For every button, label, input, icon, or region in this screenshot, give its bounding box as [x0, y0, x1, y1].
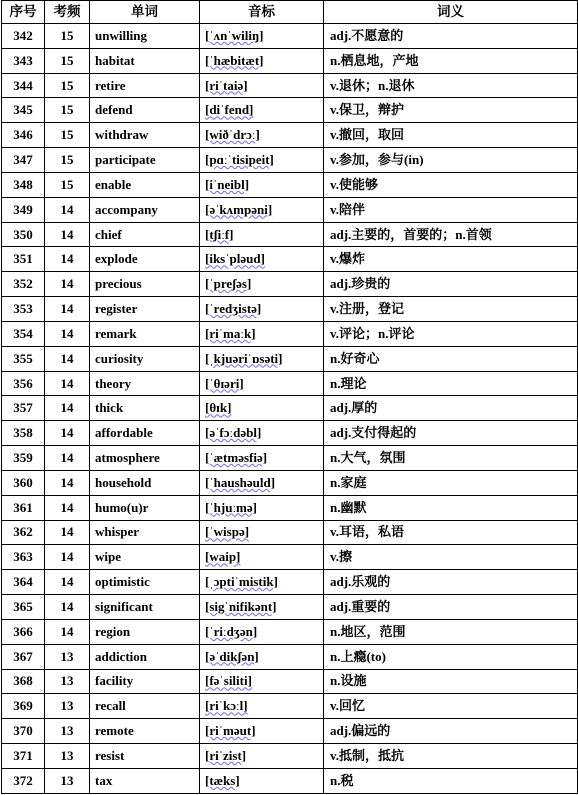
cell-meaning: v.参加，参与(in) [324, 148, 578, 173]
cell-meaning: n.好奇心 [324, 346, 578, 371]
cell-word: chief [90, 222, 200, 247]
cell-frequency: 15 [45, 98, 90, 123]
phonetic-text: [ˌɔptiˈmistik] [205, 574, 278, 590]
cell-phonetic [200, 272, 324, 297]
table-row [2, 148, 578, 173]
cell-frequency: 14 [45, 247, 90, 272]
cell-frequency: 13 [45, 669, 90, 694]
cell-number: 361 [2, 495, 45, 520]
cell-phonetic [200, 321, 324, 346]
cell-word: participate [90, 148, 200, 173]
cell-phonetic [200, 421, 324, 446]
cell-word: habitat [90, 48, 200, 73]
cell-meaning: v.擦 [324, 545, 578, 570]
phonetic-text: [ˈʌnˈwiliŋ] [205, 27, 264, 43]
cell-frequency: 14 [45, 570, 90, 595]
cell-frequency: 14 [45, 272, 90, 297]
cell-meaning: adj.珍贵的 [324, 272, 578, 297]
cell-meaning: adj.不愿意的 [324, 24, 578, 49]
cell-phonetic [200, 669, 324, 694]
cell-number: 370 [2, 719, 45, 744]
cell-frequency: 14 [45, 495, 90, 520]
cell-word: region [90, 619, 200, 644]
cell-number: 358 [2, 421, 45, 446]
cell-phonetic [200, 197, 324, 222]
cell-frequency: 14 [45, 446, 90, 471]
cell-meaning: adj.厚的 [324, 396, 578, 421]
table-row [2, 495, 578, 520]
table-row [2, 123, 578, 148]
cell-frequency: 14 [45, 545, 90, 570]
cell-word: atmosphere [90, 446, 200, 471]
cell-frequency: 15 [45, 48, 90, 73]
cell-word: addiction [90, 644, 200, 669]
cell-number: 368 [2, 669, 45, 694]
cell-number: 354 [2, 321, 45, 346]
cell-frequency: 15 [45, 73, 90, 98]
phonetic-text: [sigˈnifikənt] [205, 598, 277, 614]
cell-word: resist [90, 744, 200, 769]
cell-word: accompany [90, 197, 200, 222]
phonetic-text: [riˈzist] [205, 747, 247, 763]
cell-meaning: v.抵制，抵抗 [324, 744, 578, 769]
header-meaning: 词义 [324, 1, 578, 24]
cell-phonetic [200, 595, 324, 620]
cell-frequency: 14 [45, 197, 90, 222]
cell-meaning: v.评论；n.评论 [324, 321, 578, 346]
table-row [2, 197, 578, 222]
phonetic-text: [ˈriːdʒən] [205, 623, 258, 639]
cell-meaning: v.退休；n.退休 [324, 73, 578, 98]
header-number: 序号 [2, 1, 45, 24]
cell-word: precious [90, 272, 200, 297]
cell-meaning: n.幽默 [324, 495, 578, 520]
phonetic-text: [riˈtaiə] [205, 77, 248, 93]
cell-meaning: n.理论 [324, 371, 578, 396]
cell-number: 371 [2, 744, 45, 769]
phonetic-text: [tæks] [205, 772, 240, 788]
cell-meaning: v.耳语，私语 [324, 520, 578, 545]
cell-meaning: n.家庭 [324, 470, 578, 495]
table-row [2, 297, 578, 322]
table-row [2, 768, 578, 793]
cell-frequency: 13 [45, 719, 90, 744]
table-row [2, 371, 578, 396]
phonetic-text: [wiðˈdrɔː] [205, 127, 260, 143]
cell-meaning: v.注册，登记 [324, 297, 578, 322]
cell-number: 350 [2, 222, 45, 247]
vocabulary-table [1, 0, 578, 794]
table-row [2, 470, 578, 495]
cell-number: 344 [2, 73, 45, 98]
cell-number: 343 [2, 48, 45, 73]
phonetic-text: [ˈhaushəuld] [205, 474, 276, 490]
cell-meaning: adj.重要的 [324, 595, 578, 620]
cell-frequency: 14 [45, 222, 90, 247]
table-row [2, 73, 578, 98]
cell-word: significant [90, 595, 200, 620]
cell-number: 360 [2, 470, 45, 495]
cell-meaning: v.保卫，辩护 [324, 98, 578, 123]
cell-word: optimistic [90, 570, 200, 595]
cell-phonetic [200, 446, 324, 471]
table-row [2, 570, 578, 595]
cell-frequency: 14 [45, 470, 90, 495]
cell-phonetic [200, 619, 324, 644]
cell-frequency: 15 [45, 172, 90, 197]
cell-phonetic [200, 346, 324, 371]
cell-frequency: 14 [45, 619, 90, 644]
cell-word: thick [90, 396, 200, 421]
table-row [2, 172, 578, 197]
cell-word: tax [90, 768, 200, 793]
cell-number: 356 [2, 371, 45, 396]
cell-number: 342 [2, 24, 45, 49]
cell-word: curiosity [90, 346, 200, 371]
cell-meaning: v.使能够 [324, 172, 578, 197]
cell-word: unwilling [90, 24, 200, 49]
cell-word: explode [90, 247, 200, 272]
table-body [2, 24, 578, 794]
cell-meaning: n.地区，范围 [324, 619, 578, 644]
cell-phonetic [200, 545, 324, 570]
table-row [2, 222, 578, 247]
header-phonetic: 音标 [200, 1, 324, 24]
cell-number: 355 [2, 346, 45, 371]
phonetic-text: [ˌkjuəriˈɒsəti] [205, 350, 283, 366]
table-row [2, 520, 578, 545]
cell-meaning: adj.乐观的 [324, 570, 578, 595]
cell-number: 345 [2, 98, 45, 123]
cell-phonetic [200, 371, 324, 396]
table-row [2, 644, 578, 669]
cell-phonetic [200, 297, 324, 322]
table-row [2, 272, 578, 297]
cell-phonetic [200, 768, 324, 793]
phonetic-text: [diˈfend] [205, 102, 254, 118]
cell-word: household [90, 470, 200, 495]
cell-frequency: 14 [45, 520, 90, 545]
phonetic-text: [iksˈpləud] [205, 251, 265, 267]
cell-word: affordable [90, 421, 200, 446]
cell-number: 362 [2, 520, 45, 545]
cell-phonetic [200, 520, 324, 545]
cell-phonetic [200, 644, 324, 669]
phonetic-text: [ˈθɪəri] [205, 375, 244, 391]
cell-number: 346 [2, 123, 45, 148]
cell-word: theory [90, 371, 200, 396]
cell-frequency: 14 [45, 396, 90, 421]
table-row [2, 619, 578, 644]
cell-phonetic [200, 222, 324, 247]
table-row [2, 346, 578, 371]
cell-phonetic [200, 396, 324, 421]
cell-number: 365 [2, 595, 45, 620]
phonetic-text: [ˈredʒistə] [205, 301, 262, 317]
cell-word: remote [90, 719, 200, 744]
table-row [2, 545, 578, 570]
cell-phonetic [200, 73, 324, 98]
table-row [2, 247, 578, 272]
cell-phonetic [200, 470, 324, 495]
phonetic-text: [tʃiːf] [205, 226, 234, 242]
cell-phonetic [200, 744, 324, 769]
cell-frequency: 14 [45, 346, 90, 371]
cell-number: 367 [2, 644, 45, 669]
cell-phonetic [200, 123, 324, 148]
phonetic-text: [iˈneibl] [205, 176, 250, 192]
table-row [2, 669, 578, 694]
cell-frequency: 14 [45, 595, 90, 620]
cell-word: register [90, 297, 200, 322]
cell-meaning: adj.支付得起的 [324, 421, 578, 446]
cell-phonetic [200, 247, 324, 272]
phonetic-text: [ˈpreʃəs] [205, 276, 252, 292]
cell-number: 348 [2, 172, 45, 197]
phonetic-text: [θɪk] [205, 400, 232, 416]
cell-meaning: n.上瘾(to) [324, 644, 578, 669]
cell-meaning: n.栖息地，产地 [324, 48, 578, 73]
table-row [2, 694, 578, 719]
cell-number: 364 [2, 570, 45, 595]
cell-number: 372 [2, 768, 45, 793]
cell-phonetic [200, 719, 324, 744]
cell-meaning: v.回忆 [324, 694, 578, 719]
cell-word: recall [90, 694, 200, 719]
phonetic-text: [ˈhjuːmə] [205, 499, 257, 515]
phonetic-text: [fəˈsiliti] [205, 673, 252, 689]
cell-word: retire [90, 73, 200, 98]
cell-number: 352 [2, 272, 45, 297]
cell-frequency: 15 [45, 123, 90, 148]
cell-number: 366 [2, 619, 45, 644]
phonetic-text: [əˈfɔːdəbl] [205, 425, 262, 441]
cell-frequency: 13 [45, 694, 90, 719]
phonetic-text: [waip] [205, 549, 241, 565]
cell-frequency: 13 [45, 644, 90, 669]
cell-meaning: v.爆炸 [324, 247, 578, 272]
table-row [2, 446, 578, 471]
cell-frequency: 13 [45, 744, 90, 769]
cell-word: whisper [90, 520, 200, 545]
cell-word: humo(u)r [90, 495, 200, 520]
cell-meaning: adj.主要的，首要的；n.首领 [324, 222, 578, 247]
phonetic-text: [pɑːˈtisipeit] [205, 152, 274, 168]
table-row [2, 48, 578, 73]
phonetic-text: [riˈməut] [205, 723, 256, 739]
cell-word: withdraw [90, 123, 200, 148]
table-row [2, 421, 578, 446]
cell-word: enable [90, 172, 200, 197]
cell-phonetic [200, 172, 324, 197]
cell-number: 359 [2, 446, 45, 471]
cell-frequency: 15 [45, 148, 90, 173]
cell-phonetic [200, 48, 324, 73]
cell-frequency: 14 [45, 321, 90, 346]
phonetic-text: [ˈætməsfiə] [205, 449, 268, 465]
table-row [2, 24, 578, 49]
table-row [2, 98, 578, 123]
cell-word: wipe [90, 545, 200, 570]
cell-number: 357 [2, 396, 45, 421]
header-frequency: 考频 [45, 1, 90, 24]
table-row [2, 744, 578, 769]
cell-phonetic [200, 98, 324, 123]
cell-word: remark [90, 321, 200, 346]
cell-meaning: v.陪伴 [324, 197, 578, 222]
table-header-row [2, 1, 578, 24]
table-row [2, 321, 578, 346]
phonetic-text: [riˈkɔːl] [205, 698, 248, 714]
header-word: 单词 [90, 1, 200, 24]
cell-meaning: adj.偏远的 [324, 719, 578, 744]
cell-word: facility [90, 669, 200, 694]
cell-phonetic [200, 495, 324, 520]
cell-number: 349 [2, 197, 45, 222]
cell-frequency: 15 [45, 24, 90, 49]
cell-phonetic [200, 24, 324, 49]
cell-frequency: 14 [45, 421, 90, 446]
cell-meaning: n.设施 [324, 669, 578, 694]
table-row [2, 719, 578, 744]
cell-number: 353 [2, 297, 45, 322]
cell-word: defend [90, 98, 200, 123]
cell-number: 351 [2, 247, 45, 272]
phonetic-text: [əˈkʌmpəni] [205, 201, 273, 217]
cell-phonetic [200, 148, 324, 173]
table-row [2, 396, 578, 421]
phonetic-text: [əˈdikʃən] [205, 648, 259, 664]
cell-meaning: n.税 [324, 768, 578, 793]
cell-number: 347 [2, 148, 45, 173]
phonetic-text: [ˈhæbitæt] [205, 52, 264, 68]
phonetic-text: [riˈmaːk] [205, 325, 256, 341]
cell-meaning: n.大气，氛围 [324, 446, 578, 471]
cell-frequency: 13 [45, 768, 90, 793]
cell-meaning: v.撤回，取回 [324, 123, 578, 148]
cell-number: 369 [2, 694, 45, 719]
table-row [2, 595, 578, 620]
phonetic-text: [ˈwispə] [205, 524, 250, 540]
cell-phonetic [200, 570, 324, 595]
cell-number: 363 [2, 545, 45, 570]
cell-phonetic [200, 694, 324, 719]
cell-frequency: 14 [45, 371, 90, 396]
cell-frequency: 14 [45, 297, 90, 322]
